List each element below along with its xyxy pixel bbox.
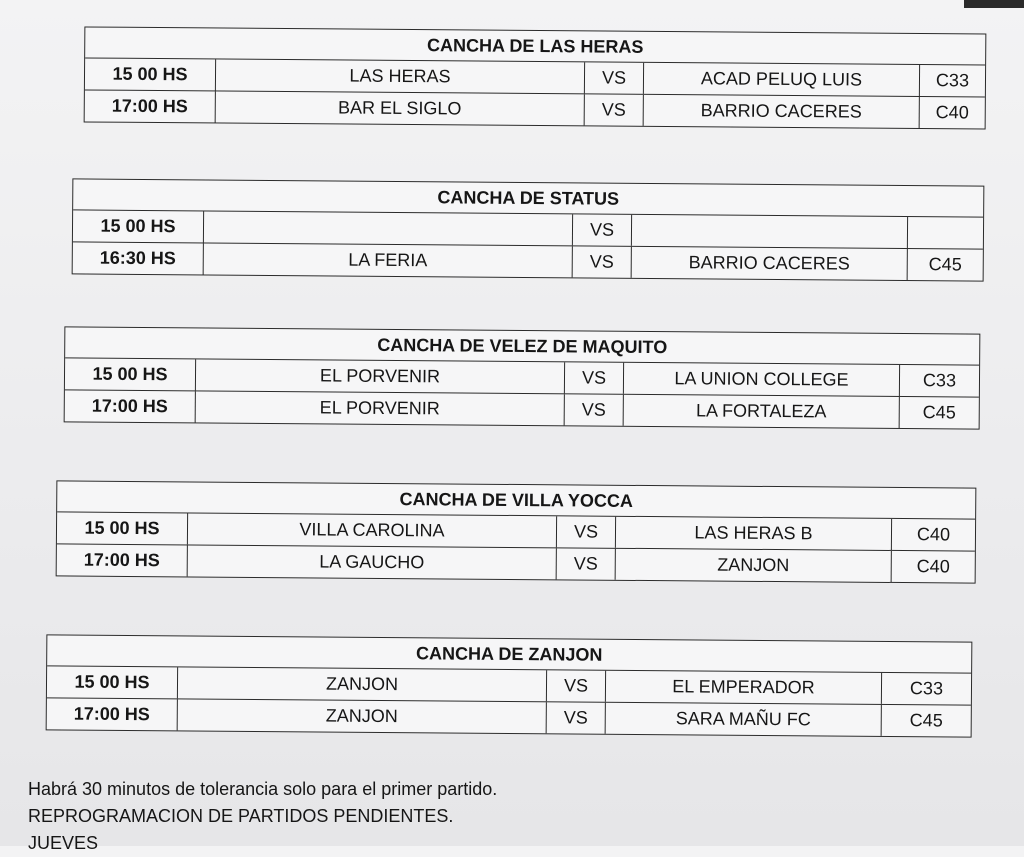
- match-time: 16:30 HS: [73, 242, 204, 274]
- category: C40: [916, 524, 951, 545]
- venue-title: CANCHA DE LAS HERAS: [85, 27, 985, 65]
- category: C33: [935, 70, 970, 91]
- vs-label: VS: [565, 362, 624, 393]
- category: C40: [916, 556, 950, 577]
- match-time: 17:00 HS: [47, 698, 178, 730]
- category: C45: [922, 402, 956, 423]
- vs-label: VS: [573, 214, 632, 245]
- away-team: EL EMPERADOR: [606, 671, 882, 704]
- away-team: LAS HERAS B: [616, 517, 892, 550]
- home-team: ZANJON: [178, 667, 547, 701]
- reschedule-heading: REPROGRAMACION DE PARTIDOS PENDIENTES.: [28, 806, 454, 826]
- home-team: LAS HERAS: [216, 59, 585, 93]
- vs-label: VS: [565, 394, 624, 425]
- photo-corner-shadow: [964, 0, 1024, 8]
- away-team: SARA MAÑU FC: [606, 703, 882, 736]
- venue-table-villa-yocca: [56, 480, 977, 583]
- venue-table-zanjon: [46, 634, 973, 737]
- match-time: 17:00 HS: [85, 90, 216, 122]
- match-time: 17:00 HS: [57, 544, 188, 576]
- venue-title: CANCHA DE STATUS: [73, 179, 983, 217]
- category: [908, 217, 983, 249]
- home-team: ZANJON: [178, 699, 547, 733]
- away-team: BARRIO CACERES: [632, 247, 908, 280]
- away-team: BARRIO CACERES: [644, 95, 920, 128]
- away-team: LA UNION COLLEGE: [624, 363, 900, 396]
- home-team: BAR EL SIGLO: [216, 91, 585, 125]
- away-team: [632, 215, 908, 248]
- venue-table-las-heras: [84, 26, 987, 129]
- match-time: 15 00 HS: [57, 512, 188, 544]
- match-time: 15 00 HS: [85, 58, 216, 90]
- vs-label: VS: [547, 702, 606, 733]
- home-team: LA GAUCHO: [188, 545, 557, 579]
- venue-table-velez-de-maquito: [64, 326, 981, 429]
- vs-label: VS: [557, 548, 616, 579]
- category: C33: [922, 370, 957, 391]
- away-team: ZANJON: [616, 549, 892, 582]
- venue-title: CANCHA DE VILLA YOCCA: [57, 481, 975, 519]
- away-team: LA FORTALEZA: [624, 395, 900, 428]
- notes-section: [28, 776, 1018, 853]
- category: C45: [928, 254, 962, 275]
- home-team: EL PORVENIR: [196, 391, 565, 425]
- home-team: [204, 211, 573, 245]
- away-team: ACAD PELUQ LUIS: [644, 63, 920, 96]
- vs-label: VS: [573, 246, 632, 277]
- vs-label: VS: [557, 516, 616, 547]
- venue-title: CANCHA DE VELEZ DE MAQUITO: [65, 327, 979, 365]
- vs-label: VS: [547, 670, 606, 701]
- category: C45: [909, 710, 943, 731]
- cut-off-line: JUEVES: [28, 833, 99, 853]
- match-time: 15 00 HS: [65, 358, 196, 390]
- tolerance-note: Habrá 30 minutos de tolerancia solo para el primer partido.: [28, 779, 498, 799]
- match-time: 15 00 HS: [73, 210, 204, 242]
- vs-label: VS: [585, 94, 644, 125]
- home-team: EL PORVENIR: [196, 359, 565, 393]
- vs-label: VS: [585, 62, 644, 93]
- match-time: 17:00 HS: [65, 390, 196, 422]
- category: C33: [909, 678, 944, 699]
- venue-table-status: [72, 178, 985, 281]
- home-team: LA FERIA: [204, 243, 573, 277]
- category: C40: [935, 102, 969, 123]
- home-team: VILLA CAROLINA: [188, 513, 557, 547]
- match-time: 15 00 HS: [47, 666, 178, 698]
- venue-title: CANCHA DE ZANJON: [47, 635, 971, 673]
